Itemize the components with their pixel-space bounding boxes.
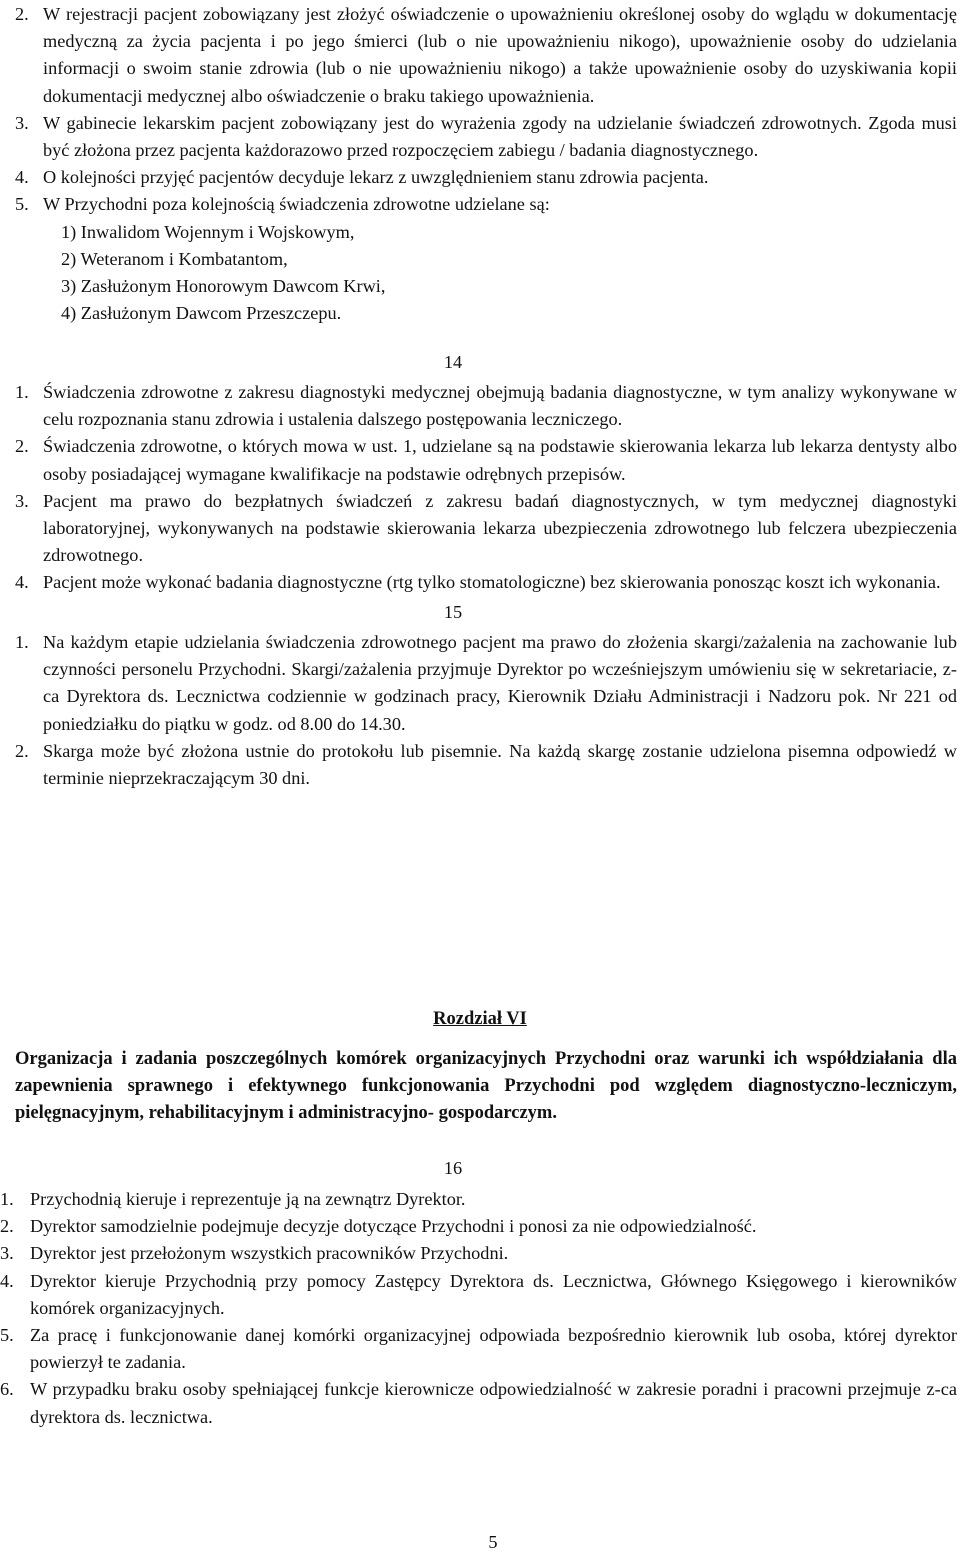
list-item xyxy=(0,1268,957,1322)
item-number: 2. xyxy=(15,436,29,457)
item-number: 4. xyxy=(0,1270,14,1291)
item-text: W Przychodni poza kolejnością świadczenia zdrowotne udzielane są: xyxy=(43,194,550,215)
item-text: Przychodnią kieruje i reprezentuje ją na zewnątrz Dyrektor. xyxy=(30,1189,466,1209)
list-item xyxy=(0,1186,957,1213)
item-number: 5. xyxy=(0,1325,14,1346)
item-number: 1. xyxy=(15,632,29,652)
item-text: Skarga może być złożona ustnie do protokołu lub pisemnie. Na każdą skargę zostanie udzielona pisemna odpowiedź w terminie nieprzekraczającym 30 dni. xyxy=(43,740,957,789)
section-number: 15 xyxy=(443,602,463,622)
item-text: Świadczenia zdrowotne, o których mowa w ust. 1, udzielane są na podstawie skierowania lekarza lub lekarza dentysty albo osoby posiadającej wymagane kwalifikacje na podstawie odrębnych przepisów. xyxy=(43,436,957,484)
chapter-heading: Organizacja i zadania poszczególnych komórek organizacyjnych Przychodni oraz warunki ich współdziałania dla zapewnienia sprawnego i efektywnego funkcjonowania Przychodni pod względem diagnostyczno-leczniczym, pielęgnacyjnym, rehabilitacyjnym i administracyjno- gospodarczym. xyxy=(15,1049,957,1124)
item-number: 3. xyxy=(15,112,29,133)
item-number: 4. xyxy=(15,572,29,593)
item-text: Na każdym etapie udzielania świadczenia zdrowotnego pacjent ma prawo do złożenia skargi/zażalenia na zachowanie lub czynności personelu Przychodni. Skargi/zażalenia przyjmuje Dyrektor po wcześniejszym umówieniu się w sekretariacie, z-ca Dyrektora ds. Lecznictwa codziennie w godzinach pracy, Kierownik Działu Administracji i Nadzoru pok. Nr 221 od poniedziałku do piątku w godz. od 8.00 do 14.30. xyxy=(43,632,957,734)
section-number: 16 xyxy=(443,1158,463,1178)
item-number: 2. xyxy=(15,740,29,761)
section-13-continuation xyxy=(15,1,957,327)
list-item xyxy=(15,569,957,596)
paragraph-item-3 xyxy=(15,110,957,164)
list-item xyxy=(0,1213,957,1240)
item-text: W rejestracji pacjent zobowiązany jest złożyć oświadczenie o upoważnieniu określonej osoby do wglądu w dokumentację medyczną za życia pacjenta i po jego śmierci (lub o nie upoważnieniu nikogo), upoważnienie osoby do udzielania informacji o swoim stanie zdrowia (lub o nie upoważnieniu nikogo) a także upoważnienie osoby do uzyskiwania kopii dokumentacji medycznej albo oświadczenie o braku takiego upoważnienia. xyxy=(43,4,957,106)
item-text: Świadczenia zdrowotne z zakresu diagnostyki medycznej obejmują badania diagnostyczne, w tym analizy wykonywane w celu rozpoznania stanu zdrowia i ustalenia dalszego postępowania leczniczego. xyxy=(43,382,957,430)
item-text: Dyrektor samodzielnie podejmuje decyzje dotyczące Przychodni i ponosi za nie odpowiedzialność. xyxy=(30,1216,757,1237)
list-item xyxy=(0,1322,957,1376)
item-text: Za pracę i funkcjonowanie danej komórki organizacyjnej odpowiada bezpośrednio kierownik lub osoba, której dyrektor powierzył te zadania. xyxy=(30,1325,957,1373)
list-item xyxy=(15,738,957,792)
list-item: 2) Weteranom i Kombatantom, xyxy=(61,248,288,269)
item-number: 3. xyxy=(0,1243,14,1264)
section-15-title xyxy=(0,599,906,626)
item-number: 4. xyxy=(15,167,29,188)
section-number: 14 xyxy=(443,352,463,372)
privileged-groups-list xyxy=(15,219,957,328)
paragraph-item-2 xyxy=(15,1,957,110)
section-16 xyxy=(0,1186,957,1431)
section-15 xyxy=(15,629,957,792)
list-item xyxy=(15,433,957,487)
item-text: W przypadku braku osoby spełniającej funkcje kierownicze odpowiedzialność w zakresie poradni i pracowni przejmuje z-ca dyrektora ds. lecznictwa. xyxy=(30,1379,957,1427)
section-16-title xyxy=(0,1155,906,1182)
item-text: Dyrektor kieruje Przychodnią przy pomocy Zastępcy Dyrektora ds. Lecznictwa, Głównego Księgowego i kierowników komórek organizacyjnych. xyxy=(30,1270,957,1318)
paragraph-item-5 xyxy=(15,191,957,218)
list-item xyxy=(15,488,957,570)
list-item xyxy=(0,1376,957,1430)
item-text: Dyrektor jest przełożonym wszystkich pracowników Przychodni. xyxy=(30,1243,509,1264)
item-number: 6. xyxy=(0,1379,14,1400)
list-item: 1) Inwalidom Wojennym i Wojskowym, xyxy=(61,221,355,242)
item-text: O kolejności przyjęć pacjentów decyduje lekarz z uwzględnieniem stanu zdrowia pacjenta. xyxy=(43,167,709,188)
page-number: 5 xyxy=(488,1532,498,1552)
section-14 xyxy=(15,379,957,597)
item-text: Pacjent ma prawo do bezpłatnych świadczeń z zakresu badań diagnostycznych, w tym medycznej diagnostyki laboratoryjnej, wykonywanych na podstawie skierowania lekarza ubezpieczenia zdrowotnego lub felczera ubezpieczenia zdrowotnego. xyxy=(43,490,957,566)
item-text: W gabinecie lekarskim pacjent zobowiązany jest do wyrażenia zgody na udzielanie świadczeń zdrowotnych. Zgoda musi być złożona przez pacjenta każdorazowo przed rozpoczęciem zabiegu / badania diagnostycznego. xyxy=(43,112,957,161)
item-number: 1. xyxy=(15,382,29,402)
item-number: 3. xyxy=(15,490,29,511)
list-item: 4) Zasłużonym Dawcom Przeszczepu. xyxy=(61,303,342,324)
item-number: 2. xyxy=(15,4,29,24)
list-item xyxy=(0,1240,957,1267)
item-number: 1. xyxy=(0,1189,14,1209)
list-item xyxy=(15,379,957,433)
section-14-title xyxy=(0,349,906,376)
item-number: 2. xyxy=(0,1216,14,1237)
paragraph-item-4 xyxy=(15,164,957,191)
chapter-title: Rozdział VI xyxy=(433,1009,527,1029)
list-item xyxy=(15,629,957,738)
item-number: 5. xyxy=(15,194,29,215)
item-text: Pacjent może wykonać badania diagnostyczne (rtg tylko stomatologiczne) bez skierowania ponosząc koszt ich wykonania. xyxy=(43,572,941,593)
list-item: 3) Zasłużonym Honorowym Dawcom Krwi, xyxy=(61,276,386,297)
